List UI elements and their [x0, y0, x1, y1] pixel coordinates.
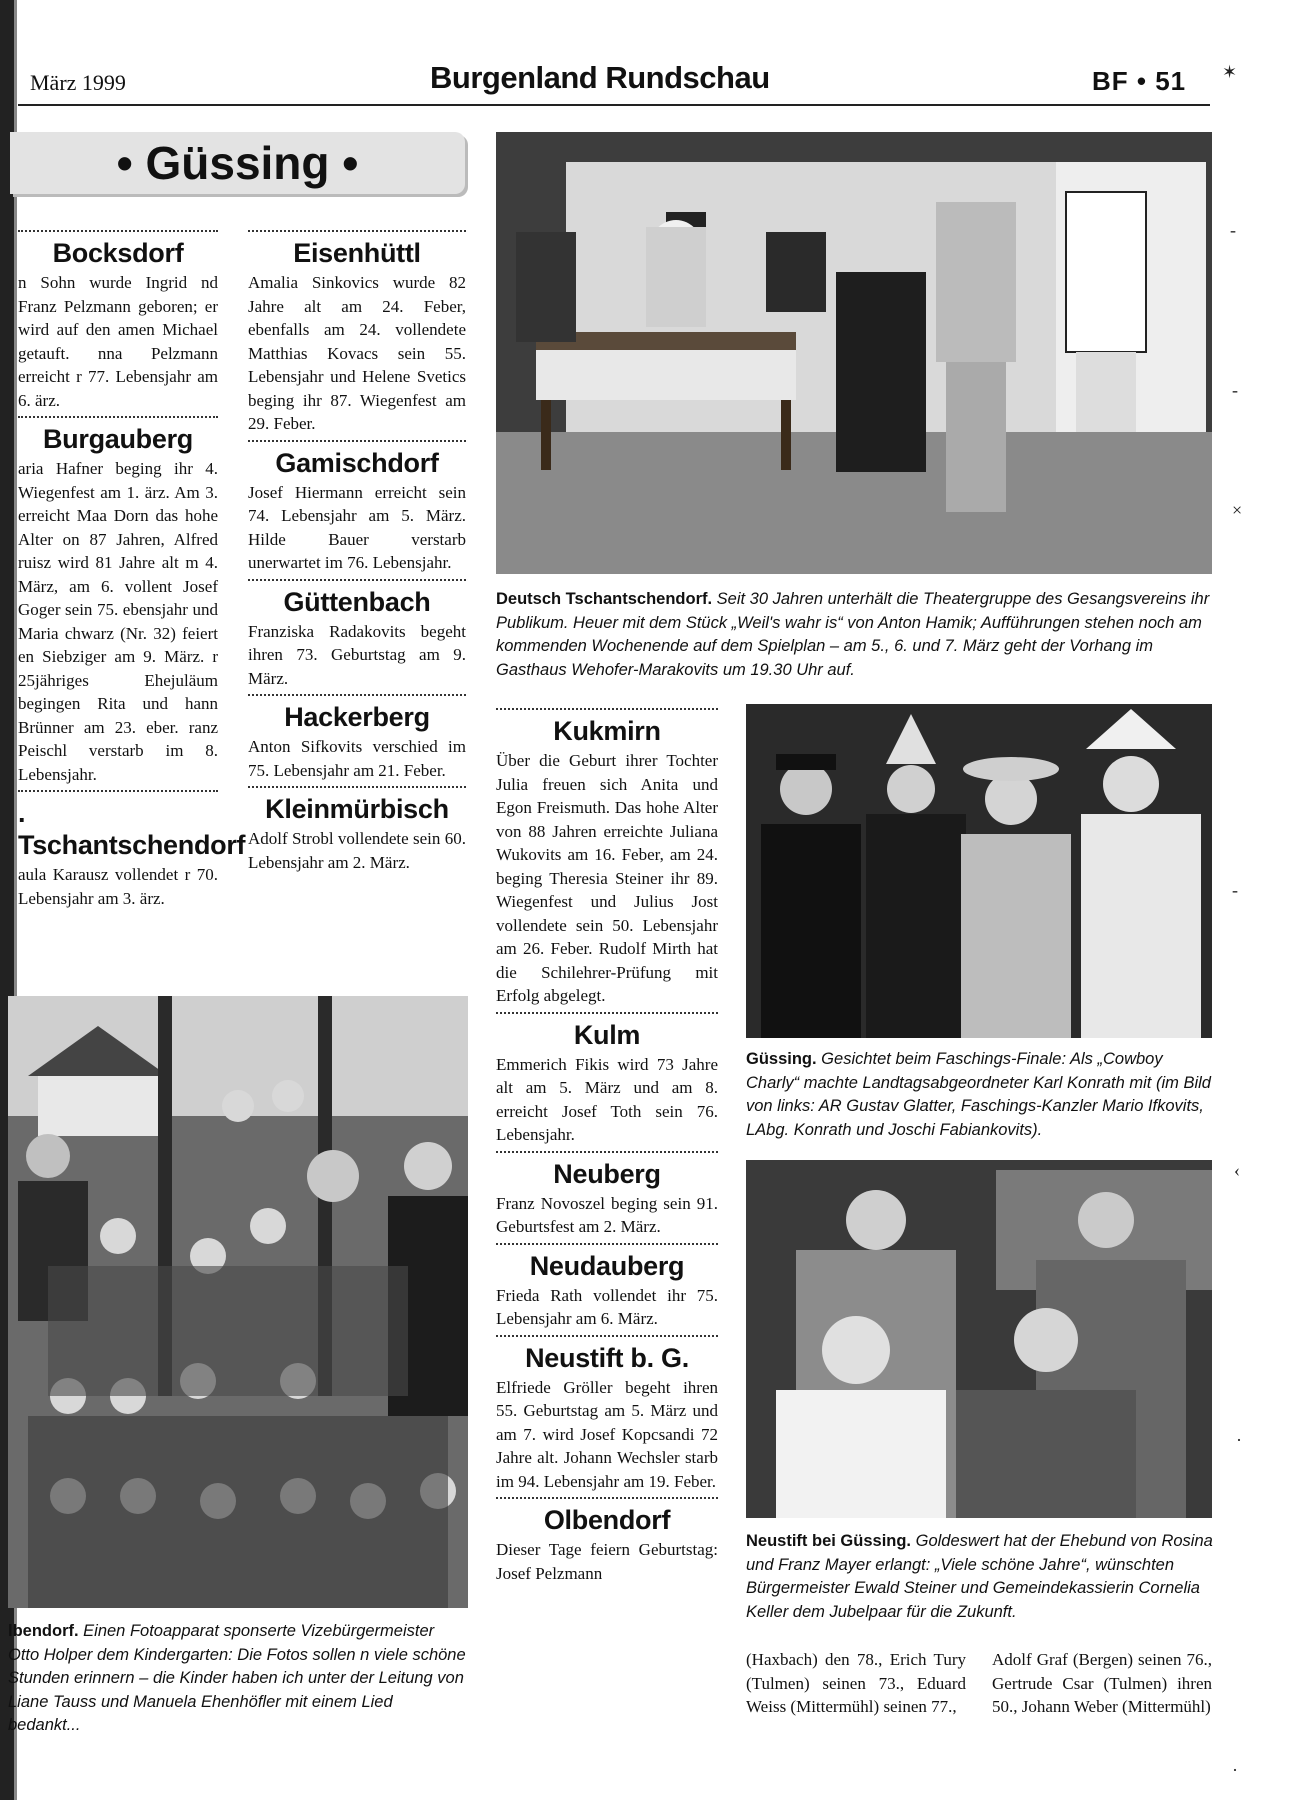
article-heading: . Tschantschendorf [18, 798, 246, 860]
dotted-rule [248, 786, 466, 788]
dotted-rule [18, 790, 218, 792]
article-text: aria Hafner beging ihr 4. Wiegenfest am 1. ärz. Am 3. erreicht Maa Dorn das hohe Alter on 87 Jahren, Alfred ruisz wird 81 Jahre alt m 4. März, am 6. vollent Josef Goger sein 75. ebensjahr und Maria chwarz (Nr. 32) feiert en Siebziger am 9. März. r 25jähriges Ehejuläum begingen Rita und hann Brünner am 23. eber. ranz Peischl verstarb im 8. Lebensjahr. [18, 459, 218, 784]
article-heading: Hackerberg [284, 702, 430, 732]
caption-place: Deutsch Tschantschendorf. [496, 590, 713, 608]
caption-text: Gesichtet beim Faschings-Finale: Als „Cowboy Charly“ machte Landtagsabgeordneter Karl Konrath mit (im Bild von links: AR Gustav Glatter, Faschings-Kanzler Mario Ifkovits, LAbg. Konrath und Joschi Fabiankovits). [746, 1050, 1211, 1139]
continuation-col-a: (Haxbach) den 78., Erich Tury (Tulmen) seinen 73., Eduard Weiss (Mittermühl) seinen 77., [746, 1650, 966, 1716]
article-text: Amalia Sinkovics wurde 82 Jahre alt am 24. Feber, ebenfalls am 24. vollendete Matthias Kovacs sein 55. Lebensjahr und Helene Svetics beging ihr 87. Wiegenfest am 29. Feber. [248, 273, 466, 433]
article-heading: Kulm [573, 1019, 641, 1050]
dotted-rule [496, 1243, 718, 1245]
dotted-rule [496, 708, 718, 710]
article-text: Frieda Rath vollendet ihr 75. Lebensjahr am 6. März. [496, 1285, 718, 1328]
caption-text: Einen Fotoapparat sponserte Vizebürgermeister Otto Holper dem Kindergarten: Die Fotos sollen n viele schöne Stunden erinnern – die Kinder haben ich unter der Leitung von Liane Tauss und Manuela Ehenhöfler mit einem Lied bedankt... [8, 1622, 466, 1734]
caption-place: Güssing. [746, 1050, 817, 1068]
article-heading: Burgauberg [42, 424, 193, 454]
article-text: Elfriede Gröller begeht ihren 55. Geburtstag am 5. März und am 7. wird Josef Kopcsandi 72 Jahre alt. Johann Wechsler starb im 94. Lebensjahr am 19. Feber. [496, 1377, 718, 1491]
scan-mark: ‹ [1234, 1160, 1240, 1180]
scan-mark: × [1232, 500, 1243, 520]
column-2 [248, 226, 466, 976]
dotted-rule [248, 694, 466, 696]
newspaper-title: Burgenland Rundschau [430, 60, 770, 95]
scan-mark: ✶ [1222, 62, 1238, 82]
continuation-col-b: Adolf Graf (Bergen) seinen 76., Gertrude Csar (Tulmen) ihren 50., Johann Weber (Mittermühl) [992, 1650, 1212, 1716]
scan-mark: - [1232, 880, 1238, 900]
dotted-rule [496, 1335, 718, 1337]
column-3 [496, 704, 718, 1662]
photo-kindergarten [8, 996, 468, 1608]
header-date: März 1999 [30, 70, 126, 95]
article-text: Emmerich Fikis wird 73 Jahre alt am 5. März und am 8. erreicht Josef Toth sein 76. Lebensjahr. [496, 1054, 718, 1144]
section-banner: • Güssing • [10, 132, 465, 194]
article-text: Anton Sifkovits verschied im 75. Lebensjahr am 21. Feber. [248, 737, 466, 780]
scan-mark: - [1232, 380, 1238, 400]
article-heading: Neudauberg [529, 1250, 685, 1281]
article-heading: Kleinmürbisch [265, 794, 449, 824]
dotted-rule [248, 230, 466, 232]
article-heading: Neuberg [553, 1158, 661, 1189]
caption-fasching [746, 1048, 1216, 1142]
article-heading: Neustift b. G. [525, 1342, 689, 1373]
article-heading: Eisenhüttl [293, 238, 421, 268]
article-text: Josef Hiermann erreicht sein 74. Lebensjahr am 5. März. Hilde Bauer verstarb unerwartet im 76. Lebensjahr. [248, 482, 466, 572]
dotted-rule [496, 1012, 718, 1014]
article-heading: Bocksdorf [52, 238, 184, 268]
article-text: aula Karausz vollendet r 70. Lebensjahr am 3. ärz. [18, 865, 218, 908]
article-text: Franz Novoszel beging sein 91. Geburtsfest am 2. März. [496, 1193, 718, 1236]
article-heading: Güttenbach [283, 586, 431, 617]
article-text: Über die Geburt ihrer Tochter Julia freuen sich Anita und Egon Freismuth. Das hohe Alter von 88 Jahren erreichte Juliana Wukovits am 16. Feber, am 24. beging Theresia Steiner ihr 89. Wiegenfest und Julius Jost vollendete sein 50. Lebensjahr am 26. Feber. Rudolf Mirth hat die Schilehrer-Prüfung mit Erfolg abgelegt. [496, 751, 718, 1005]
article-text: Franziska Radakovits begeht ihren 73. Geburtstag am 9. März. [248, 621, 466, 688]
article-heading: Olbendorf [543, 1505, 671, 1535]
caption-text: Seit 30 Jahren unterhält die Theatergruppe des Gesangsvereins ihr Publikum. Heuer mit dem Stück „Weil's wahr is“ von Anton Hamik; Aufführungen stehen noch am kommenden Wochenende auf dem Spielplan – am 5., 6. und 7. März geht der Vorhang im Gasthaus Wehofer-Marakovits um 19.30 Uhr auf. [496, 590, 1210, 679]
scan-mark: · [1232, 1760, 1238, 1780]
ehepaar-illustration [746, 1160, 1212, 1518]
page-number: BF • 51 [1092, 66, 1187, 96]
caption-place: lbendorf. [8, 1622, 79, 1640]
photo-ehepaar [746, 1160, 1212, 1518]
caption-kindergarten [8, 1620, 468, 1738]
dotted-rule [496, 1497, 718, 1499]
article-heading: Kukmirn [553, 716, 661, 746]
scan-mark: · [1236, 1430, 1242, 1450]
caption-ehepaar [746, 1530, 1216, 1624]
header-rule [18, 104, 1210, 106]
article-text: Dieser Tage feiern Geburtstag: Josef Pelzmann [496, 1540, 718, 1583]
dotted-rule [18, 230, 218, 232]
caption-theater [496, 588, 1216, 682]
dotted-rule [248, 579, 466, 581]
dotted-rule [18, 416, 218, 418]
scan-mark: - [1230, 220, 1236, 240]
photo-theater-stage [496, 132, 1212, 574]
fasching-illustration [746, 704, 1212, 1038]
column-1 [18, 226, 246, 976]
article-text: Adolf Strobl vollendete sein 60. Lebensjahr am 2. März. [248, 829, 466, 872]
photo-fasching [746, 704, 1212, 1038]
theater-stage-illustration [496, 132, 1212, 574]
article-text: n Sohn wurde Ingrid nd Franz Pelzmann geboren; er wird auf den amen Michael getauft. nna Pelzmann erreicht r 77. Lebensjahr am 6. ärz. [18, 273, 218, 410]
article-heading: Gamischdorf [275, 447, 439, 478]
dotted-rule [248, 440, 466, 442]
caption-place: Neustift bei Güssing. [746, 1532, 912, 1550]
caption-text: Goldeswert hat der Ehebund von Rosina und Franz Mayer erlangt: „Viele schöne Jahre“, wünschten Bürgermeister Ewald Steiner und Gemeindekassierin Cornelia Keller dem Jubelpaar für die Zukunft. [746, 1532, 1213, 1621]
kindergarten-illustration [8, 996, 468, 1608]
dotted-rule [496, 1151, 718, 1153]
